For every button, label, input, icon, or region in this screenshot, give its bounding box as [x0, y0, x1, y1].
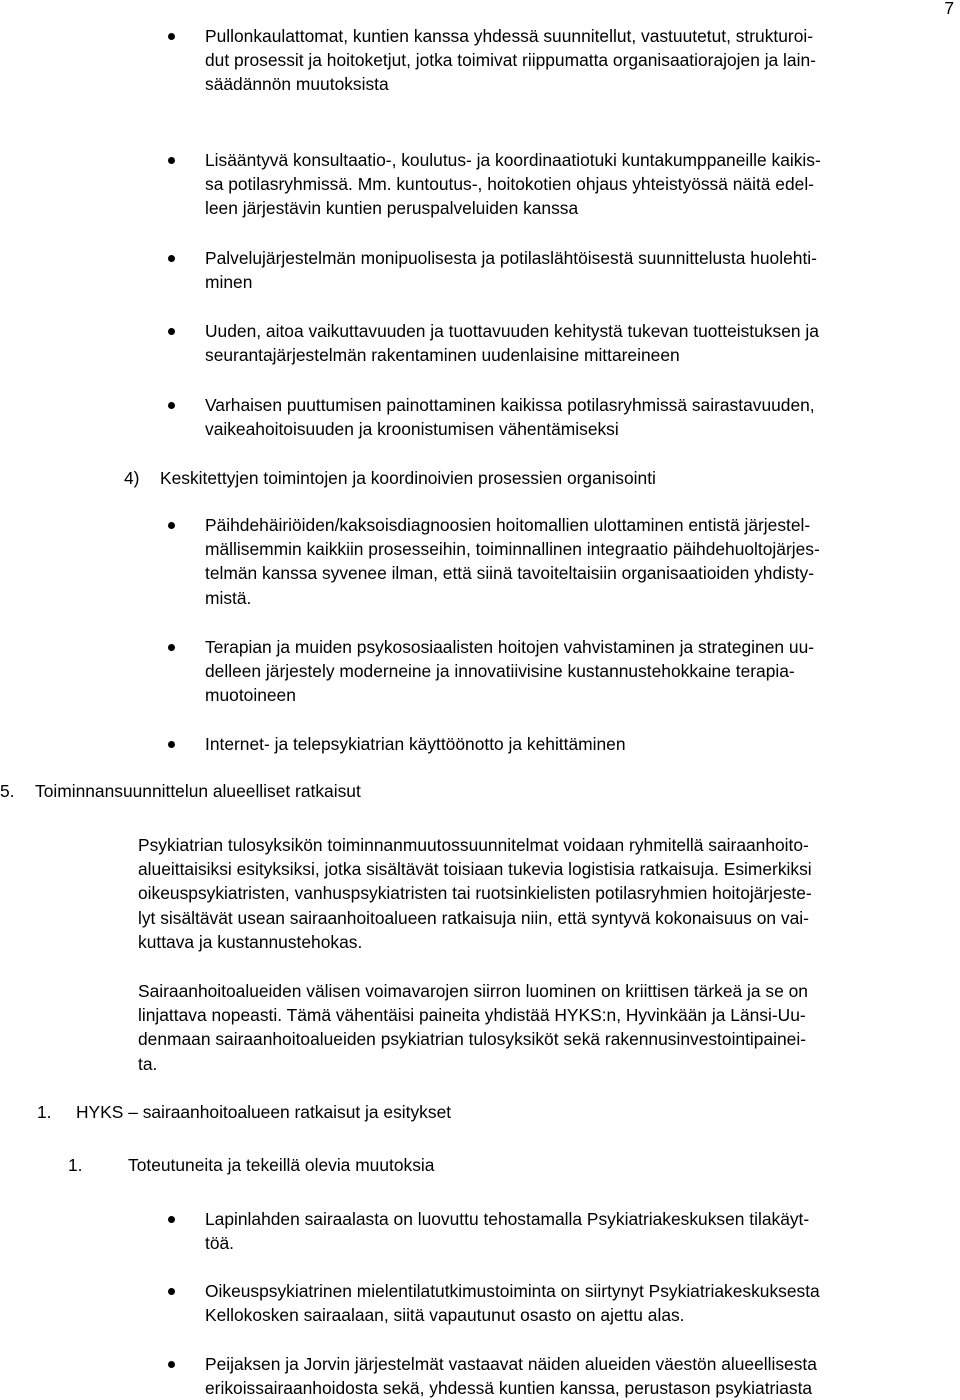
section-5-number: 5.: [0, 781, 15, 801]
bullet-item: [205, 1207, 950, 1255]
bullet-item: [205, 513, 950, 610]
bullet-dot: [168, 1288, 175, 1295]
bullet-dot: [168, 255, 175, 262]
section-4-title: Keskitettyjen toimintojen ja koordinoivien prosessien organisointi: [160, 468, 656, 488]
heading-1-1-title: Toteutuneita ja tekeillä olevia muutoksia: [128, 1155, 435, 1175]
bullet-line: minen: [205, 272, 253, 293]
bullet-line: erikoissairaanhoidosta sekä, yhdessä kuntien kanssa, perustason psykiatriasta: [205, 1378, 813, 1399]
bullet-dot: [168, 157, 175, 164]
bullet-line: Peijaksen ja Jorvin järjestelmät vastaavat näiden alueiden väestön alueellisesta: [205, 1354, 817, 1374]
paragraph-line: kuttava ja kustannustehokas.: [138, 931, 363, 952]
heading-1-title: HYKS – sairaanhoitoalueen ratkaisut ja esitykset: [76, 1102, 452, 1122]
bullet-item: [205, 393, 950, 441]
paragraph-line: ta.: [138, 1053, 158, 1074]
bullet-line: Palvelujärjestelmän monipuolisesta ja potilaslähtöisestä suunnittelusta huolehti-: [205, 248, 817, 268]
bullet-item: [205, 148, 950, 221]
bullet-line: Oikeuspsykiatrinen mielentilatutkimustoiminta on siirtynyt Psykiatriakeskuksesta: [205, 1281, 820, 1301]
bullet-line: Pullonkaulattomat, kuntien kanssa yhdessä suunnitellut, vastuutetut, strukturoi-: [205, 26, 814, 46]
bullet-dot: [168, 1361, 175, 1368]
bullet-item: [205, 1279, 950, 1327]
paragraph-line: alueittaisiksi esityksiksi, jotka sisältävät toisiaan tukevia logistisia ratkaisuja. Esimerkiksi: [138, 859, 812, 880]
bullet-item: [205, 732, 950, 756]
paragraph: [138, 833, 953, 954]
bullet-line: mällisemmin kaikkiin prosesseihin, toiminnallinen integraatio päihdehuoltojärjes-: [205, 539, 820, 560]
bullet-line: sa potilasryhmissä. Mm. kuntoutus-, hoitokotien ohjaus yhteistyössä näitä edel-: [205, 174, 814, 195]
bullet-line: Lisääntyvä konsultaatio-, koulutus- ja koordinaatiotuki kuntakumppaneille kaikis-: [205, 150, 821, 170]
bullet-line: vaikeahoitoisuuden ja kroonistumisen vähentämiseksi: [205, 419, 619, 440]
bullet-line: Internet- ja telepsykiatrian käyttöönotto ja kehittäminen: [205, 734, 626, 754]
bullet-line: muotoineen: [205, 685, 296, 706]
bullet-dot: [168, 1216, 175, 1223]
bullet-line: leen järjestävin kuntien peruspalveluiden kanssa: [205, 198, 579, 219]
bullet-line: Varhaisen puuttumisen painottaminen kaikissa potilasryhmissä sairastavuuden,: [205, 395, 815, 415]
bullet-line: telmän kanssa syvenee ilman, että siinä tavoiteltaisiin organisaatioiden yhdisty-: [205, 563, 814, 584]
bullet-line: säädännön muutoksista: [205, 74, 389, 95]
bullet-dot: [168, 328, 175, 335]
bullet-dot: [168, 741, 175, 748]
bullet-line: Uuden, aitoa vaikuttavuuden ja tuottavuuden kehitystä tukevan tuotteistuksen ja: [205, 321, 819, 341]
bullet-line: seurantajärjestelmän rakentaminen uudenlaisine mittareineen: [205, 345, 680, 366]
bullet-line: töä.: [205, 1233, 235, 1254]
bullet-item: [205, 319, 950, 367]
bullet-item: [205, 24, 950, 97]
bullet-item: [205, 635, 950, 708]
paragraph: [138, 979, 953, 1076]
bullet-line: Lapinlahden sairaalasta on luovuttu tehostamalla Psykiatriakeskuksen tilakäyt-: [205, 1209, 810, 1229]
bullet-dot: [168, 402, 175, 409]
paragraph-line: lyt sisältävät usean sairaanhoitoalueen ratkaisuja niin, että syntyvä kokonaisuus on vai-: [138, 907, 809, 928]
bullet-item: [205, 246, 950, 294]
heading-1-number: 1.: [37, 1102, 52, 1122]
bullet-line: dut prosessit ja hoitoketjut, jotka toimivat riippumatta organisaatiorajojen ja lain-: [205, 50, 816, 71]
bullet-line: Päihdehäiriöiden/kaksoisdiagnoosien hoitomallien ulottaminen entistä järjestel-: [205, 515, 811, 535]
bullet-dot: [168, 33, 175, 40]
page-number: 7: [944, 0, 954, 18]
bullet-line: Terapian ja muiden psykososiaalisten hoitojen vahvistaminen ja strateginen uu-: [205, 637, 815, 657]
bullet-item: [205, 1352, 950, 1400]
bullet-line: Kellokosken sairaalaan, siitä vapautunut osasto on ajettu alas.: [205, 1305, 685, 1326]
paragraph-line: oikeuspsykiatristen, vanhuspsykiatristen tai ruotsinkielisten potilasryhmien hoitojärjeste-: [138, 883, 812, 904]
paragraph-line: Sairaanhoitoalueiden välisen voimavarojen siirron luominen on kriittisen tärkeä ja se on: [138, 981, 808, 1001]
bullet-dot: [168, 644, 175, 651]
paragraph-line: denmaan sairaanhoitoalueiden psykiatrian tulosyksiköt sekä rakennusinvestointipainei-: [138, 1029, 807, 1050]
bullet-line: mistä.: [205, 587, 252, 608]
paragraph-line: linjattava nopeasti. Tämä vähentäisi paineita yhdistää HYKS:n, Hyvinkään ja Länsi-Uu-: [138, 1005, 806, 1026]
paragraph-line: Psykiatrian tulosyksikön toiminnanmuutossuunnitelmat voidaan ryhmitellä sairaanhoito-: [138, 835, 809, 855]
bullet-line: delleen järjestely moderneine ja innovatiivisine kustannustehokkaine terapia-: [205, 661, 795, 682]
bullet-dot: [168, 522, 175, 529]
heading-1-1-number: 1.: [68, 1155, 83, 1175]
section-4-number: 4): [124, 468, 140, 488]
section-5-title: Toiminnansuunnittelun alueelliset ratkaisut: [35, 781, 361, 801]
